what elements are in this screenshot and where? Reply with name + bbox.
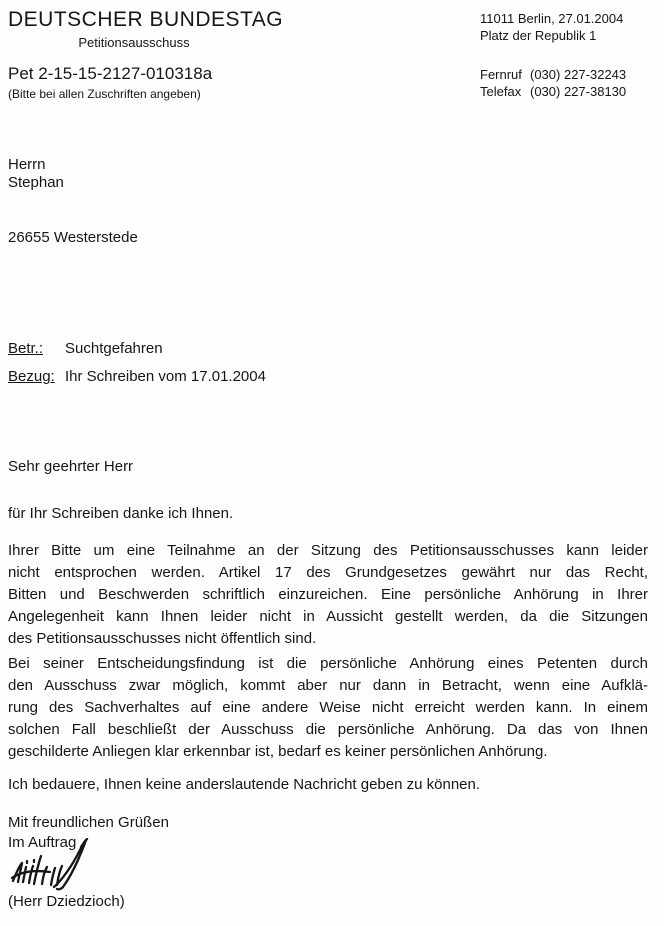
signature: [10, 838, 114, 892]
recipient-city: 26655 Westerstede: [8, 229, 138, 246]
reference-number: Pet 2-15-15-2127-010318a: [8, 64, 213, 83]
paragraph-2-line: Ihrer Bitte um eine Teilnahme an der Sitzung des Petitionsausschusses kann leider: [8, 542, 648, 559]
reference-note: (Bitte bei allen Zuschriften angeben): [8, 87, 201, 101]
closing-by-order: Im Auftrag: [8, 834, 77, 851]
paragraph-3: [8, 653, 648, 763]
fax-value: (030) 227-38130: [530, 84, 627, 99]
betreff-label: Betr.:: [8, 340, 44, 357]
betreff-value: Suchtgefahren: [65, 340, 163, 357]
paragraph-3-line: rung des Sachverhaltes auf eine andere Weise nicht erreicht werden kann. In einem: [8, 699, 648, 716]
phone-value: (030) 227-32243: [530, 67, 627, 82]
closing-greeting: Mit freundlichen Grüßen: [8, 814, 169, 831]
reference-block: [8, 64, 212, 101]
fax-label: Telefax: [480, 84, 522, 99]
recipient-name: Stephan: [8, 174, 64, 191]
paragraph-4: Ich bedauere, Ihnen keine anderslautende Nachricht geben zu können.: [8, 776, 481, 793]
street-line: Platz der Republik 1: [480, 28, 597, 43]
phone-label: Fernruf: [480, 67, 522, 82]
paragraph-2-line: des Petitionsausschusses nicht öffentlich sind.: [8, 630, 317, 647]
paragraph-2-line: Bitten und Beschwerden schriftlich einzureichen. Eine persönliche Anhörung in Ihrer: [8, 586, 648, 603]
phone-row: [480, 66, 626, 83]
paragraph-3-line: solchen Fall beschließt der Ausschuss die persönliche Anhörung. Da das von Ihnen: [8, 721, 648, 738]
paragraph-2: [8, 540, 648, 650]
paragraph-3-line: Bei seiner Entscheidungsfindung ist die persönliche Anhörung eines Petenten durch: [8, 655, 648, 672]
paragraph-1: für Ihr Schreiben danke ich Ihnen.: [8, 505, 234, 522]
recipient-salutation: Herrn: [8, 156, 46, 173]
signature-scribble-icon: [10, 838, 114, 892]
bezug-row: [8, 368, 266, 385]
betreff-row: [8, 340, 163, 357]
paragraph-2-line: nicht entsprochen werden. Artikel 17 des Grundgesetzes gewährt nur das Recht,: [8, 564, 648, 581]
salutation: Sehr geehrter Herr: [8, 458, 134, 475]
contact-block: [480, 66, 626, 100]
paragraph-3-line: den Ausschuss zwar möglich, kommt aber nur dann in Betracht, wenn eine Aufklä-: [8, 677, 648, 694]
signer-name: (Herr Dziedzioch): [8, 893, 125, 910]
letterhead-address: [480, 10, 623, 44]
bezug-value: Ihr Schreiben vom 17.01.2004: [65, 368, 266, 385]
org-name: DEUTSCHER BUNDESTAG: [8, 8, 284, 31]
fax-row: [480, 83, 626, 100]
letterhead-org: [8, 8, 284, 50]
paragraph-2-line: Angelegenheit kann Ihnen leider nicht in Aussicht gestellt werden, da die Sitzungen: [8, 608, 648, 625]
recipient-block: [8, 156, 64, 192]
city-date-line: 11011 Berlin, 27.01.2004: [480, 11, 624, 26]
paragraph-3-line: geschilderte Anliegen klar erkennbar ist, bedarf es keiner persönlichen Anhörung.: [8, 743, 548, 760]
org-unit: Petitionsausschuss: [78, 35, 190, 50]
bezug-label: Bezug:: [8, 368, 55, 385]
